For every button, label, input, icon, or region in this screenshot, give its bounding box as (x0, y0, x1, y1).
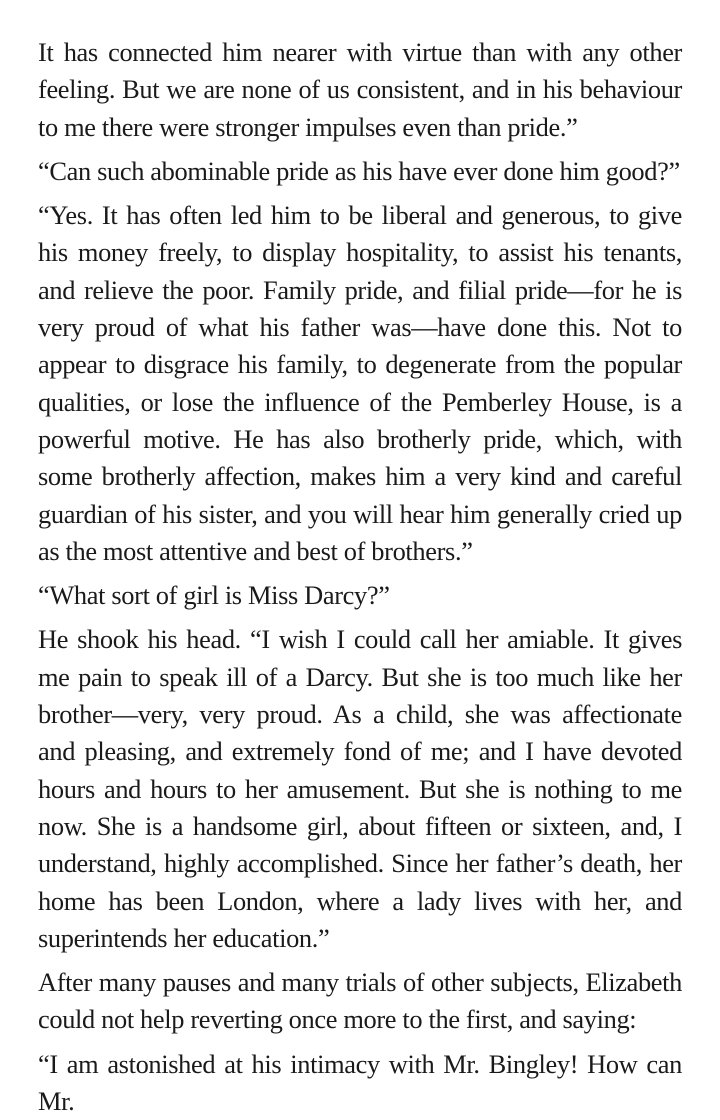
paragraph-answer-pride: “Yes. It has often led him to be liberal and generous, to give his money freely, to display hospitality, to assist his tenants, and relieve the poor. Family pride, and filial pride—for he is very proud of what his father was—have done this. Not to appear to disgrace his family, to degenerate from the popular qualities, or lose the influence of the Pemberley House, is a powerful motive. He has also brotherly pride, which, with some brotherly affection, makes him a very kind and careful guardian of his sister, and you will hear him generally cried up as the most attentive and best of brothers.” (38, 200, 682, 566)
paragraph-answer-miss-darcy: He shook his head. “I wish I could call her amiable. It gives me pain to speak ill of a Darcy. But she is too much like her brother—very, very proud. As a child, she was affectionate and pleasing, and extremely fond of me; and I have devoted hours and hours to her amusement. But she is nothing to me now. She is a handsome girl, about fifteen or sixteen, and, I understand, highly accomplished. Since her father’s death, her home has been London, where a lady lives with her, and superintends her education.” (38, 624, 682, 953)
paragraph-elizabeth-reverting: After many pauses and many trials of other subjects, Elizabeth could not help reverting once more to the first, and saying: (38, 967, 682, 1035)
paragraph-bingley-question: “I am astonished at his intimacy with Mr. Bingley! How can Mr. (38, 1048, 682, 1117)
paragraph-continuation: It has connected him nearer with virtue than with any other feeling. But we are none of us consistent, and in his behaviour to me there were stronger impulses even than pride.” (38, 37, 682, 142)
paragraph-question-miss-darcy: “What sort of girl is Miss Darcy?” (38, 580, 390, 611)
paragraph-question-pride: “Can such abominable pride as his have ever done him good?” (38, 155, 680, 186)
